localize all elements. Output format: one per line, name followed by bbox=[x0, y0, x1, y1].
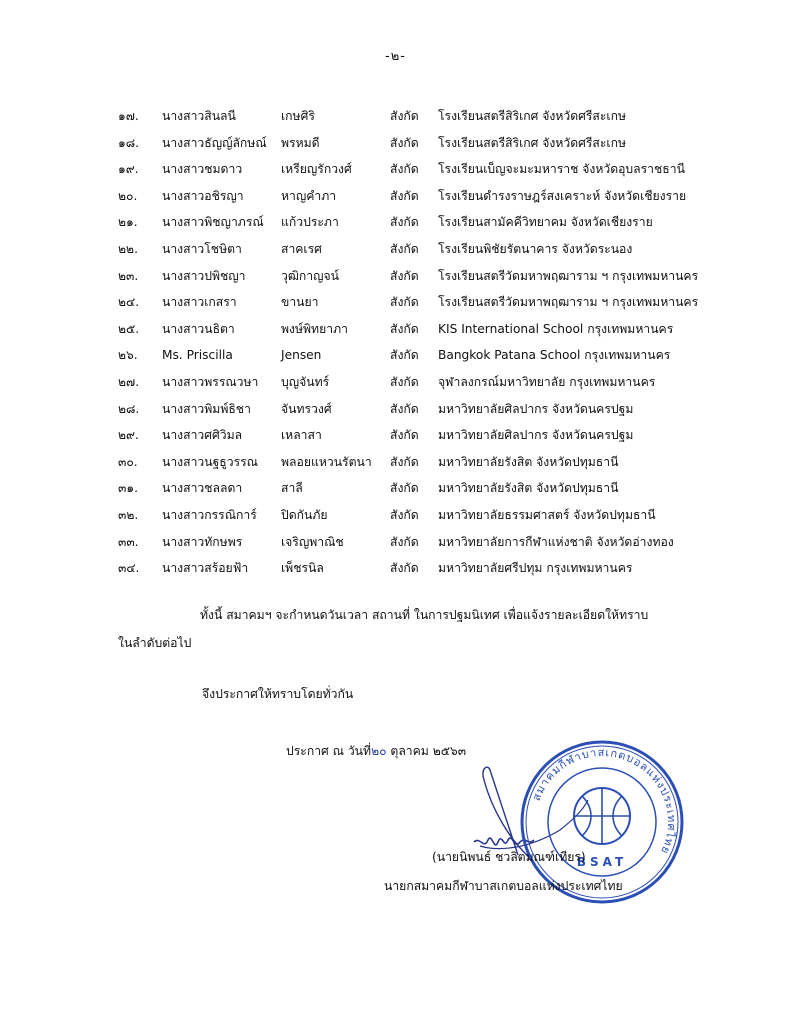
signer-title: นายกสมาคมกีฬาบาสเกตบอลแห่งประเทศไทย bbox=[384, 879, 623, 893]
member-organization: โรงเรียนสตรีสิริเกศ จังหวัดศรีสะเกษ bbox=[438, 135, 626, 150]
member-organization: มหาวิทยาลัยศิลปากร จังหวัดนครปฐม bbox=[438, 428, 634, 443]
member-number: ๒๓. bbox=[118, 268, 139, 283]
page-number: -๒- bbox=[385, 49, 406, 64]
affiliation-label: สังกัด bbox=[390, 401, 419, 416]
affiliation-label: สังกัด bbox=[390, 295, 419, 310]
member-name: Ms. Priscilla bbox=[162, 348, 233, 363]
member-number: ๓๒. bbox=[118, 507, 139, 522]
member-surname: สาลี bbox=[281, 481, 303, 496]
member-surname: พงษ์พิทยาภา bbox=[281, 321, 348, 336]
member-organization: โรงเรียนสามัคคีวิทยาคม จังหวัดเชียงราย bbox=[438, 215, 653, 230]
member-number: ๒๗. bbox=[118, 374, 140, 389]
affiliation-label: สังกัด bbox=[390, 241, 419, 256]
announcement-date bbox=[286, 742, 466, 761]
list-item bbox=[118, 427, 738, 454]
member-number: ๑๘. bbox=[118, 135, 140, 150]
affiliation-label: สังกัด bbox=[390, 507, 419, 522]
member-name: นางสาวทักษพร bbox=[162, 534, 243, 549]
member-name: นางสาวโชษิตา bbox=[162, 241, 242, 256]
affiliation-label: สังกัด bbox=[390, 348, 419, 363]
affiliation-label: สังกัด bbox=[390, 481, 419, 496]
list-item bbox=[118, 347, 738, 374]
list-item bbox=[118, 241, 738, 268]
list-item bbox=[118, 454, 738, 481]
member-surname: สาคเรศ bbox=[281, 241, 322, 256]
affiliation-label: สังกัด bbox=[390, 454, 419, 469]
member-organization: โรงเรียนเบ็ญจะมะมหาราช จังหวัดอุบลราชธานี bbox=[438, 162, 685, 177]
date-prefix: ประกาศ ณ วันที่ bbox=[286, 744, 372, 758]
list-item bbox=[118, 560, 738, 587]
member-name: นางสาวสร้อยฟ้า bbox=[162, 561, 249, 576]
list-item bbox=[118, 534, 738, 561]
list-item bbox=[118, 268, 738, 295]
orientation-paragraph-continued: ในลำดับต่อไป bbox=[118, 636, 192, 650]
announcement-text: จึงประกาศให้ทราบโดยทั่วกัน bbox=[202, 687, 354, 701]
signer-name: (นายนิพนธ์ ชวลิตมณฑ์เทียร) bbox=[432, 850, 586, 864]
member-number: ๒๔. bbox=[118, 295, 140, 310]
member-number: ๒๖. bbox=[118, 348, 138, 363]
member-organization: โรงเรียนสตรีวัดมหาพฤฒาราม ฯ กรุงเทพมหานคร bbox=[438, 295, 699, 310]
member-organization: จุฬาลงกรณ์มหาวิทยาลัย กรุงเทพมหานคร bbox=[438, 374, 656, 389]
member-name: นางสาวชลลดา bbox=[162, 481, 243, 496]
member-surname: พรหมดี bbox=[281, 135, 320, 150]
affiliation-label: สังกัด bbox=[390, 215, 419, 230]
date-month-year: ตุลาคม ๒๕๖๓ bbox=[390, 744, 467, 758]
member-name: นางสาวสินลนี bbox=[162, 109, 236, 123]
member-surname: เหลาสา bbox=[281, 428, 322, 443]
member-organization: มหาวิทยาลัยการกีฬาแห่งชาติ จังหวัดอ่างทอง bbox=[438, 534, 674, 549]
svg-text:สมาคมกีฬาบาสเกตบอลแห่งประเทศไท: สมาคมกีฬาบาสเกตบอลแห่งประเทศไทย bbox=[529, 745, 679, 857]
member-organization: KIS International School กรุงเทพมหานคร bbox=[438, 321, 674, 336]
list-item bbox=[118, 108, 738, 135]
member-organization: โรงเรียนสตรีวัดมหาพฤฒาราม ฯ กรุงเทพมหานคร bbox=[438, 268, 699, 283]
member-organization: มหาวิทยาลัยศิลปากร จังหวัดนครปฐม bbox=[438, 401, 634, 416]
member-surname: เจริญพาณิช bbox=[281, 534, 344, 549]
list-item bbox=[118, 321, 738, 348]
member-name: นางสาวเกสรา bbox=[162, 295, 237, 310]
list-item bbox=[118, 135, 738, 162]
member-number: ๓๔. bbox=[118, 561, 140, 576]
member-surname: แก้วประภา bbox=[281, 215, 339, 230]
member-name: นางสาวชมดาว bbox=[162, 162, 243, 177]
member-number: ๒๒. bbox=[118, 241, 138, 256]
member-organization: มหาวิทยาลัยศรีปทุม กรุงเทพมหานคร bbox=[438, 561, 633, 576]
affiliation-label: สังกัด bbox=[390, 321, 419, 336]
affiliation-label: สังกัด bbox=[390, 109, 419, 123]
member-surname: หาญคำภา bbox=[281, 188, 337, 203]
member-number: ๒๐. bbox=[118, 188, 138, 203]
member-surname: เหรียญรักวงศ์ bbox=[281, 162, 352, 177]
member-number: ๑๙. bbox=[118, 162, 139, 177]
svg-text:BSAT: BSAT bbox=[576, 855, 628, 869]
member-number: ๒๕. bbox=[118, 321, 140, 336]
member-surname: Jensen bbox=[281, 348, 322, 363]
member-organization: โรงเรียนสตรีสิริเกศ จังหวัดศรีสะเกษ bbox=[438, 109, 626, 123]
affiliation-label: สังกัด bbox=[390, 135, 419, 150]
member-surname: เกษศิริ bbox=[281, 109, 315, 123]
affiliation-label: สังกัด bbox=[390, 561, 419, 576]
member-number: ๑๗. bbox=[118, 109, 139, 123]
member-surname: ขานยา bbox=[281, 295, 319, 310]
member-organization: โรงเรียนพิชัยรัตนาคาร จังหวัดระนอง bbox=[438, 241, 633, 256]
list-item bbox=[118, 374, 738, 401]
member-name: นางสาวกรรณิการ์ bbox=[162, 507, 257, 522]
member-surname: ปิดกันภัย bbox=[281, 507, 328, 522]
member-number: ๓๓. bbox=[118, 534, 139, 549]
member-name: นางสาวพรรณวษา bbox=[162, 374, 259, 389]
affiliation-label: สังกัด bbox=[390, 268, 419, 283]
affiliation-label: สังกัด bbox=[390, 534, 419, 549]
member-number: ๒๘. bbox=[118, 401, 140, 416]
list-item bbox=[118, 161, 738, 188]
member-surname: เพ็ชรนิล bbox=[281, 561, 324, 576]
member-number: ๒๙. bbox=[118, 428, 139, 443]
member-name: นางสาวธัญญ์ลักษณ์ bbox=[162, 135, 267, 150]
member-organization: Bangkok Patana School กรุงเทพมหานคร bbox=[438, 348, 671, 363]
member-name: นางสาวพิชญาภรณ์ bbox=[162, 215, 264, 230]
member-surname: บุญจันทร์ bbox=[281, 374, 330, 389]
list-item bbox=[118, 507, 738, 534]
orientation-paragraph: ทั้งนี้ สมาคมฯ จะกำหนดวันเวลา สถานที่ ในการปฐมนิเทศ เพื่อแจ้งรายละเอียดให้ทราบ bbox=[200, 608, 649, 622]
member-organization: มหาวิทยาลัยรังสิต จังหวัดปทุมธานี bbox=[438, 454, 619, 469]
member-surname: วุฒิกาญจน์ bbox=[281, 268, 339, 283]
list-item bbox=[118, 188, 738, 215]
member-number: ๓๑. bbox=[118, 481, 138, 496]
date-day: ๒๐ bbox=[371, 744, 387, 758]
list-item bbox=[118, 294, 738, 321]
member-name: นางสาวศศิวิมล bbox=[162, 428, 243, 443]
member-organization: โรงเรียนดำรงราษฎร์สงเคราะห์ จังหวัดเชียงราย bbox=[438, 188, 687, 203]
affiliation-label: สังกัด bbox=[390, 374, 419, 389]
member-list bbox=[118, 108, 738, 587]
member-number: ๒๑. bbox=[118, 215, 138, 230]
member-surname: จันทรวงศ์ bbox=[281, 401, 332, 416]
member-organization: มหาวิทยาลัยรังสิต จังหวัดปทุมธานี bbox=[438, 481, 619, 496]
list-item bbox=[118, 401, 738, 428]
member-name: นางสาวอชิรญา bbox=[162, 188, 244, 203]
member-name: นางสาวปพิชญา bbox=[162, 268, 246, 283]
list-item bbox=[118, 480, 738, 507]
list-item bbox=[118, 214, 738, 241]
member-name: นางสาวพิมพ์ธิชา bbox=[162, 401, 251, 416]
member-surname: พลอยแหวนรัตนา bbox=[281, 454, 372, 469]
member-number: ๓๐. bbox=[118, 454, 138, 469]
member-organization: มหาวิทยาลัยธรรมศาสตร์ จังหวัดปทุมธานี bbox=[438, 507, 656, 522]
affiliation-label: สังกัด bbox=[390, 188, 419, 203]
affiliation-label: สังกัด bbox=[390, 428, 419, 443]
member-name: นางสาวนฐธูวรรณ bbox=[162, 454, 258, 469]
affiliation-label: สังกัด bbox=[390, 162, 419, 177]
member-name: นางสาวนธิตา bbox=[162, 321, 235, 336]
